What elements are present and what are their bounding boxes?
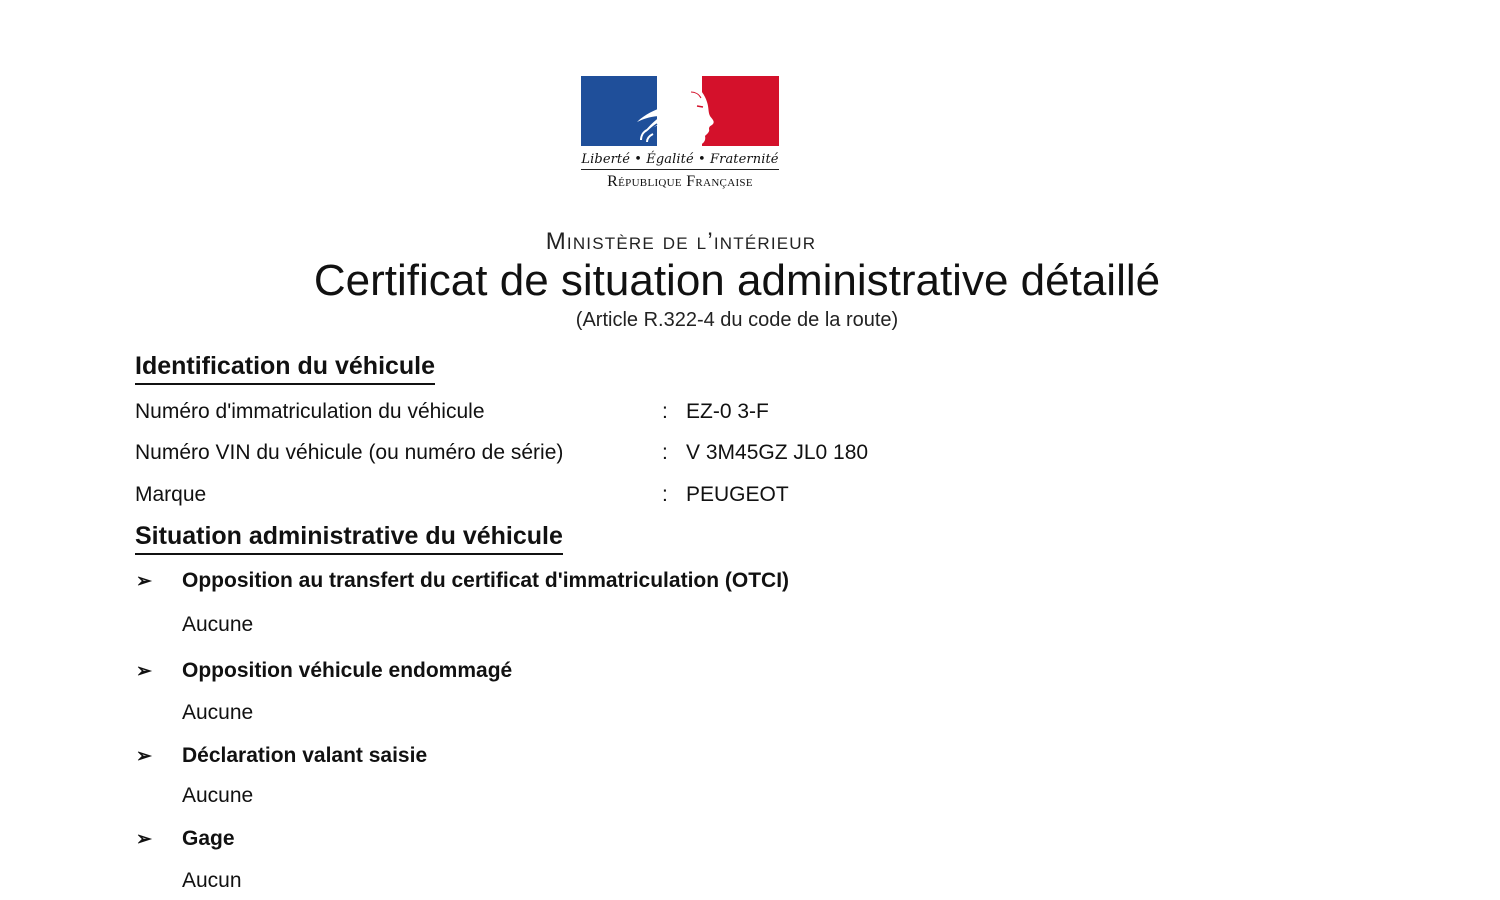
item-title-text: Gage: [182, 827, 235, 850]
damaged-vehicle-item-value: Aucune: [182, 701, 254, 724]
marianne-profile-icon: [611, 76, 731, 146]
seizure-declaration-item-title: [136, 744, 427, 768]
republique-francaise-logo: [581, 76, 781, 191]
item-title-text: Opposition véhicule endommagé: [182, 659, 513, 682]
field-separator: :: [662, 400, 668, 423]
identification-heading: Identification du véhicule: [135, 352, 435, 385]
damaged-vehicle-item-title: [136, 659, 512, 683]
logo-divider: [581, 169, 779, 170]
tricolor-flag: [581, 76, 779, 146]
lien-item-title: [136, 827, 235, 851]
seizure-declaration-item-value: Aucune: [182, 784, 254, 807]
vin-value: V 3M45GZ JL0 180: [686, 441, 869, 464]
document-subtitle: (Article R.322-4 du code de la route): [575, 309, 899, 331]
brand-value: PEUGEOT: [686, 483, 789, 506]
arrowhead-bullet-icon: ➢: [136, 829, 152, 850]
registration-number-value: EZ-0 3-F: [686, 400, 769, 423]
otci-item-value: Aucune: [182, 613, 254, 636]
republic-motto: Liberté • Égalité • Fraternité: [581, 152, 779, 167]
field-separator: :: [662, 441, 668, 464]
otci-item-title: [136, 569, 789, 593]
item-title-text: Opposition au transfert du certificat d'immatriculation (OTCI): [182, 569, 790, 592]
ministry-name: Ministère de l’intérieur: [545, 228, 817, 255]
field-separator: :: [662, 483, 668, 506]
republic-name: République Française: [607, 173, 753, 190]
arrowhead-bullet-icon: ➢: [136, 746, 152, 767]
arrowhead-bullet-icon: ➢: [136, 571, 152, 592]
field-label: Numéro VIN du véhicule (ou numéro de série): [135, 441, 564, 464]
field-label: Numéro d'immatriculation du véhicule: [135, 400, 485, 423]
field-label: Marque: [135, 483, 207, 506]
document-title: Certificat de situation administrative détaillé: [313, 256, 1161, 305]
item-title-text: Déclaration valant saisie: [182, 744, 428, 767]
situation-heading: Situation administrative du véhicule: [135, 522, 563, 555]
arrowhead-bullet-icon: ➢: [136, 661, 152, 682]
lien-item-value: Aucun: [182, 869, 242, 892]
